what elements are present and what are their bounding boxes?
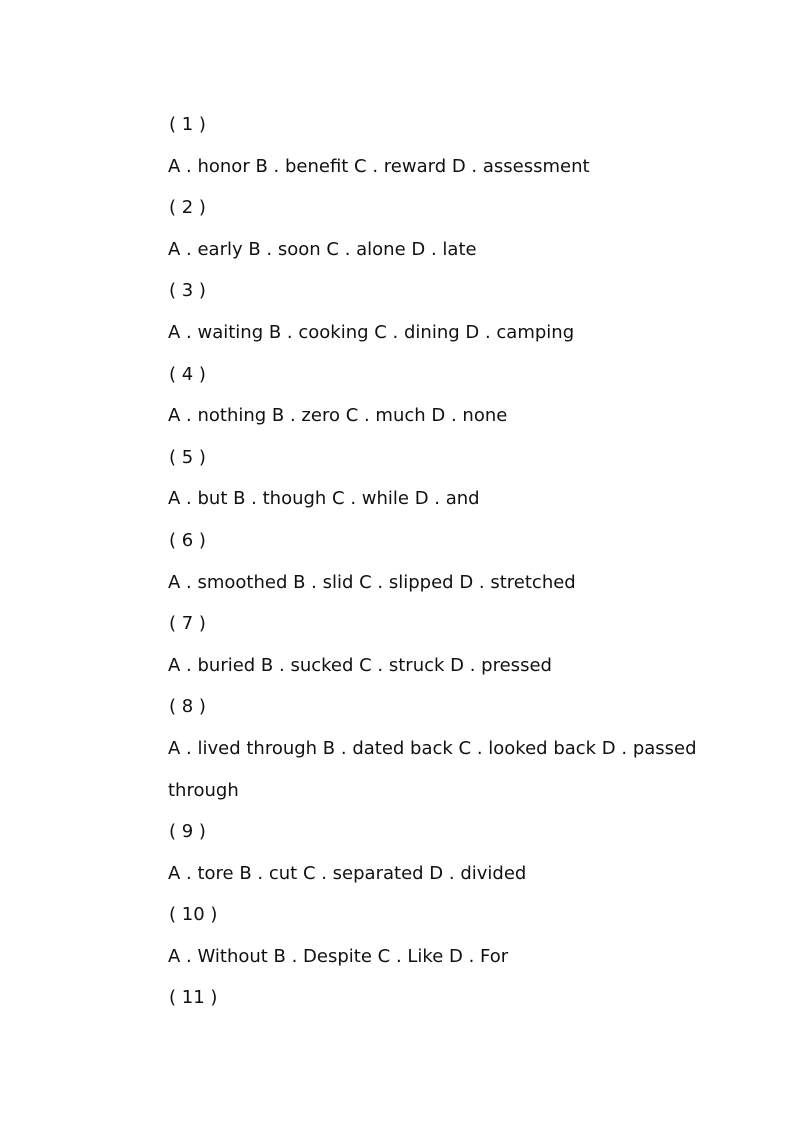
question-options: A . but B . though C . while D . and [168,488,480,510]
question-number: ( 1 ) [169,114,206,135]
question-options: A . honor B . benefit C . reward D . assessment [168,155,590,177]
question-options: A . smoothed B . slid C . slipped D . stretched [168,571,576,593]
question-number: ( 6 ) [169,529,206,551]
question-number: ( 7 ) [169,613,206,635]
question-number: ( 10 ) [169,904,218,926]
question-options: A . lived through B . dated back C . looked back D . passed through [168,737,697,801]
question-options: A . nothing B . zero C . much D . none [168,405,508,427]
question-options: A . early B . soon C . alone D . late [168,238,477,260]
question-options: A . waiting B . cooking C . dining D . camping [168,321,575,343]
question-number: ( 4 ) [169,363,206,385]
question-number: ( 2 ) [169,197,206,219]
document-page [168,104,728,1019]
question-number: ( 8 ) [169,696,206,718]
question-number: ( 3 ) [169,280,206,302]
question-options: A . tore B . cut C . separated D . divided [168,862,527,884]
question-number: ( 5 ) [169,446,206,468]
question-options: A . Without B . Despite C . Like D . For [168,945,509,967]
question-options: A . buried B . sucked C . struck D . pressed [168,654,552,676]
question-number: ( 11 ) [169,987,218,1009]
question-number: ( 9 ) [169,821,206,843]
